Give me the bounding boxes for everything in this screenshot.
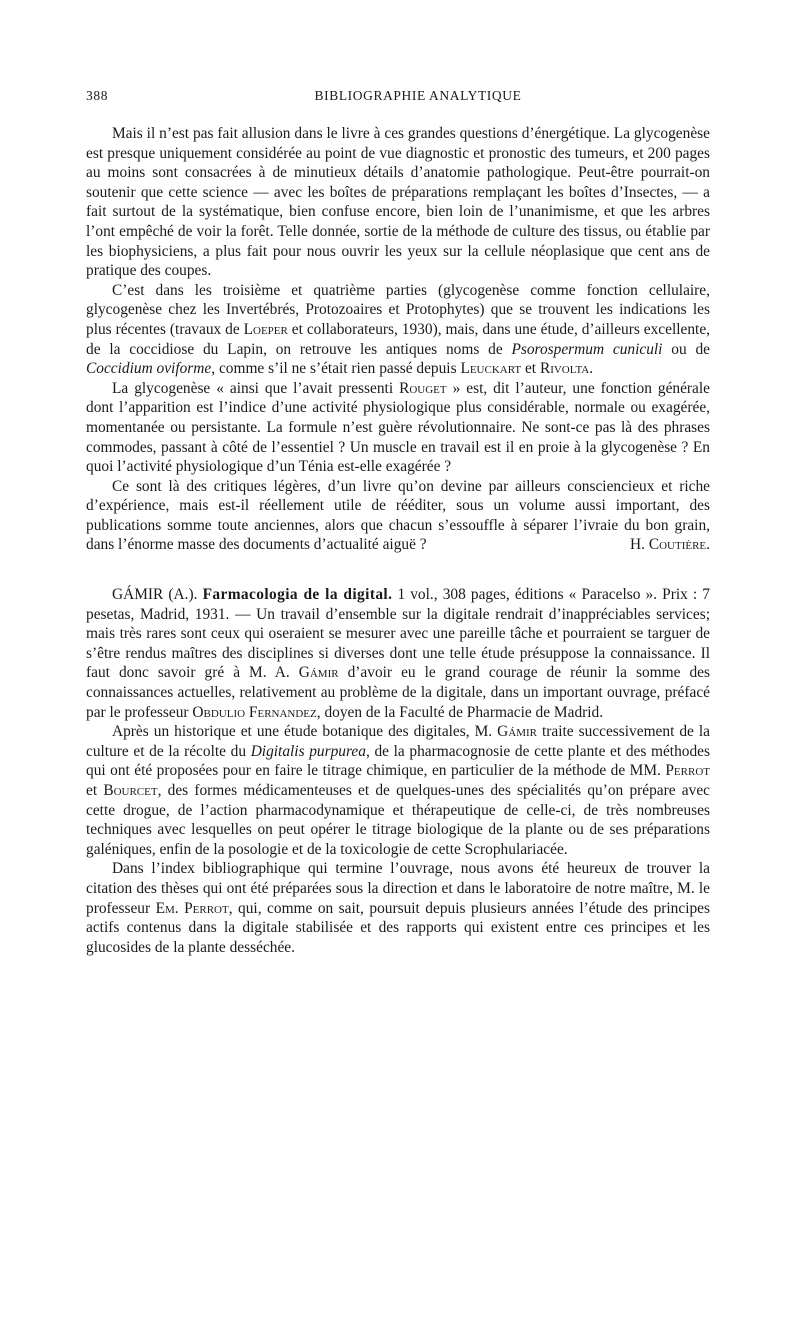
paragraph [86, 379, 710, 477]
page-header [86, 88, 710, 112]
person-name: Gámir [497, 723, 537, 741]
italic-term: Digitalis purpurea [250, 742, 366, 760]
person-name: Obdulio Fernandez [192, 703, 317, 721]
person-name: Leuckart [460, 360, 522, 378]
text-run: Mais il n’est pas fait allusion dans le livre à ces grandes questions d’énergétique. La glycogenèse est presque uniquement considérée au point de vue diagnostic et pronostic des tumeurs, et 200 pages au moins sont consacrées à de minutieux détails d’anatomie pathologique. Peut-être pourrait-on soutenir que cette science — avec les boîtes de préparations remplaçant les boîtes d’Insectes, — a fait surtout de la systématique, bien confuse encore, bien loin de l’unanimisme, et que les arbres l’ont empêché de voir la forêt. Telle donnée, sortie de la méthode de culture des tissus, ou établie par les biophysiciens, a plus fait pour nous ouvrir les yeux sur la cellule néoplasique que cent ans de pratique des coupes. [86, 125, 710, 280]
person-name: Gámir [298, 664, 339, 682]
review-entry-heading [86, 585, 710, 722]
text-run: et collaborateurs, 1930), mais, dans une étude, d’ailleurs excellente, de la coccidiose du Lapin, on retrouve les antiques noms de [86, 320, 710, 358]
text-run: et [521, 360, 540, 378]
person-name: Perrot [665, 762, 710, 780]
text-run: La glycogenèse « ainsi que l’avait pressenti [112, 379, 400, 397]
person-name: Em. Perrot [155, 899, 229, 917]
paragraph [86, 722, 710, 859]
person-name: Rivolta [539, 360, 590, 378]
person-name: Loeper [243, 320, 288, 338]
text-run: ou de [662, 340, 710, 358]
book-details: 1 vol., 308 pages, éditions « Paracelso ». Prix : 7 pesetas, Madrid, 1931. — Un travail d’ensemble sur la digitale rendrait d’inappréciables services; mais très rares sont ceux qui oseraient se mesurer avec une pareille tâche et pourraient se targuer de s’être rendus maîtres des disciplines si diverses dont une telle étude présuppose la connaissance. Il faut donc savoir gré à M. A. [86, 586, 710, 682]
book-title: Farmacologia de la digital. [202, 586, 393, 604]
person-name: Rouget [399, 379, 447, 397]
paragraph [86, 859, 710, 957]
text-run: Dans l’index bibliographique qui termine l’ouvrage, nous avons été heureux de trouver la citation des thèses qui ont été préparées sous la direction et dans le laboratoire de notre maître, M. le professeur [86, 860, 710, 917]
running-title: BIBLIOGRAPHIE ANALYTIQUE [314, 88, 522, 103]
paragraph [86, 124, 710, 281]
signature-text: H. Coutière. [630, 536, 710, 554]
text-run: , doyen de la Faculté de Pharmacie de Madrid. [316, 703, 604, 721]
book-author: GÁMIR (A.). [112, 586, 198, 604]
paragraph [86, 281, 710, 379]
text-run: , des formes médicamenteuses et de quelques-unes des spécialités qu’on prépare avec cette drogue, de l’action pharmacodynamique et thérapeutique de celle-ci, de très nombreuses techniques avec lesquelles on peut opérer le titrage biologique de la plante ou de ses préparations galéniques, enfin de la posologie et de la toxicologie de cette Scrophulariacée. [86, 782, 710, 858]
text-run: , comme s’il ne s’était rien passé depuis [211, 360, 461, 378]
text-run: Après un historique et une étude botanique des digitales, M. [112, 723, 498, 741]
text-run: , de la pharmacognosie de cette plante et des méthodes qui ont été proposées pour en faire le titrage chimique, en particulier de la méthode de MM. [86, 742, 710, 780]
text-run: d’avoir eu le grand courage de réunir la somme des connaissances actuelles, relativement au problème de la digitale, dans un important ouvrage, préfacé par le professeur [86, 664, 710, 721]
text-run: et [86, 782, 104, 799]
text-run: traite successivement de la culture et de la récolte du [86, 723, 711, 760]
page [86, 88, 710, 957]
page-number: 388 [86, 88, 109, 103]
text-run: C’est dans les troisième et quatrième parties (glycogenèse comme fonction cellulaire, glycogenèse chez les Invertébrés, Protozoaires et Protophytes) que se trouvent les indications les plus récentes (travaux de [86, 281, 710, 338]
text-run: . [589, 360, 594, 378]
text-run: Ce sont là des critiques légères, d’un livre qu’on devine par ailleurs consciencieux et riche d’expérience, mais est-il réellement utile de rééditer, sous un volume aussi important, des publications somme toute anciennes, alors que chacun s’essouffle à séparer l’ivraie du bon grain, dans l’énorme masse des documents d’actualité aiguë ? [86, 477, 710, 554]
person-name: Bourcet [103, 782, 158, 799]
text-run: , qui, comme on sait, poursuit depuis plusieurs années l’étude des principes actifs contenus dans la digitale stabilisée et des rapports qui existent entre ces principes et les glucosides de la plante desséchée. [86, 899, 710, 956]
review-gamir [86, 585, 710, 957]
italic-term: Psorospermum cuniculi [511, 340, 663, 358]
review-coutiere [86, 124, 710, 555]
text-run: » est, dit l’auteur, une fonction générale dont l’apparition est l’indice d’une activité physiologique plus considérable, normale ou exagérée, momentanée ou persistante. La formule n’est guère révolutionnaire. Ne sont-ce pas là des phrases commodes, passant à côté de l’essentiel ? Un muscle en travail est il en proie à la glycogenèse ? En quoi l’activité physiologique d’un Ténia est-elle exagérée ? [86, 379, 710, 476]
page-body [86, 124, 710, 957]
italic-term: Coccidium oviforme [86, 360, 212, 378]
